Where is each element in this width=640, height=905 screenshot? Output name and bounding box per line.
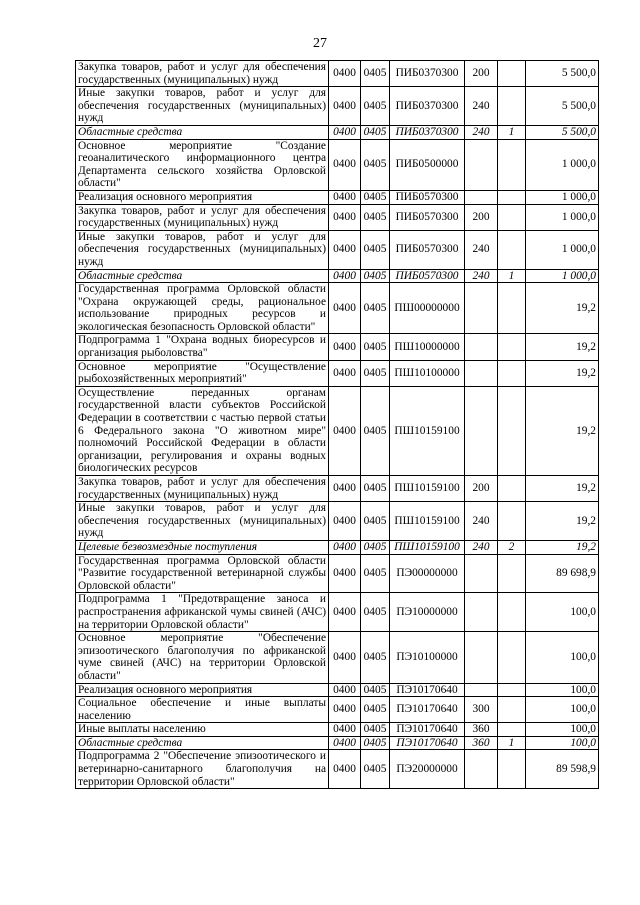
row-name-cell: Иные закупки товаров, работ и услуг для обеспечения государственных (муниципальных) нужд (76, 230, 329, 269)
section-code-cell: 0400 (329, 750, 361, 789)
amount-cell: 5 500,0 (526, 87, 599, 126)
target-article-cell: ПШ10159100 (390, 540, 465, 554)
subsection-code-cell: 0405 (361, 697, 390, 723)
row-name-cell: Подпрограмма 1 "Предотвращение заноса и распространения африканской чумы свиней (АЧС) на территории Орловской области" (76, 593, 329, 632)
target-article-cell: ПЭ00000000 (390, 554, 465, 593)
expense-type-cell: 200 (465, 204, 498, 230)
section-code-cell: 0400 (329, 502, 361, 541)
section-code-cell: 0400 (329, 632, 361, 683)
row-name-cell: Государственная программа Орловской области "Развитие государственной ветеринарной службы Орловской области" (76, 554, 329, 593)
subsection-code-cell: 0405 (361, 554, 390, 593)
table-row (76, 283, 599, 334)
target-article-cell: ПИБ0570300 (390, 204, 465, 230)
amount-cell: 1 000,0 (526, 230, 599, 269)
funding-source-cell (498, 593, 526, 632)
target-article-cell: ПШ10159100 (390, 502, 465, 541)
subsection-code-cell: 0405 (361, 502, 390, 541)
section-code-cell: 0400 (329, 476, 361, 502)
row-name-cell: Иные закупки товаров, работ и услуг для обеспечения государственных (муниципальных) нужд (76, 87, 329, 126)
target-article-cell: ПИБ0570300 (390, 230, 465, 269)
target-article-cell: ПИБ0370300 (390, 61, 465, 87)
amount-cell: 19,2 (526, 502, 599, 541)
table-row (76, 554, 599, 593)
target-article-cell: ПЭ20000000 (390, 750, 465, 789)
funding-source-cell (498, 334, 526, 360)
table-row (76, 139, 599, 190)
row-name-cell: Областные средства (76, 736, 329, 750)
table-row (76, 736, 599, 750)
expense-type-cell: 300 (465, 697, 498, 723)
row-name-cell: Осуществление переданных органам государственной власти субъектов Российской Федерации в соответствии с частью первой статьи 6 Федерального закона "О животном мире" полномочий Российской Федерации в области организации, регулирования и охраны водных биологических ресурсов (76, 386, 329, 475)
row-name-cell: Основное мероприятие "Осуществление рыбохозяйственных мероприятий" (76, 360, 329, 386)
funding-source-cell (498, 139, 526, 190)
target-article-cell: ПШ10159100 (390, 386, 465, 475)
funding-source-cell (498, 502, 526, 541)
table-row (76, 502, 599, 541)
expense-type-cell (465, 554, 498, 593)
funding-source-cell (498, 204, 526, 230)
amount-cell: 19,2 (526, 476, 599, 502)
subsection-code-cell: 0405 (361, 540, 390, 554)
row-name-cell: Реализация основного мероприятия (76, 683, 329, 697)
section-code-cell: 0400 (329, 736, 361, 750)
page-number: 27 (313, 36, 327, 51)
funding-source-cell: 1 (498, 125, 526, 139)
table-row (76, 540, 599, 554)
section-code-cell: 0400 (329, 283, 361, 334)
subsection-code-cell: 0405 (361, 360, 390, 386)
table-row (76, 683, 599, 697)
subsection-code-cell: 0405 (361, 61, 390, 87)
section-code-cell: 0400 (329, 125, 361, 139)
subsection-code-cell: 0405 (361, 476, 390, 502)
expense-type-cell: 240 (465, 87, 498, 126)
subsection-code-cell: 0405 (361, 683, 390, 697)
expense-type-cell (465, 334, 498, 360)
amount-cell: 1 000,0 (526, 204, 599, 230)
table-row (76, 593, 599, 632)
budget-table (75, 60, 599, 789)
section-code-cell: 0400 (329, 334, 361, 360)
target-article-cell: ПЭ10000000 (390, 593, 465, 632)
section-code-cell: 0400 (329, 723, 361, 737)
subsection-code-cell: 0405 (361, 736, 390, 750)
subsection-code-cell: 0405 (361, 230, 390, 269)
funding-source-cell (498, 360, 526, 386)
row-name-cell: Закупка товаров, работ и услуг для обеспечения государственных (муниципальных) нужд (76, 61, 329, 87)
section-code-cell: 0400 (329, 540, 361, 554)
expense-type-cell: 360 (465, 736, 498, 750)
amount-cell: 100,0 (526, 736, 599, 750)
funding-source-cell (498, 386, 526, 475)
target-article-cell: ПЭ10170640 (390, 736, 465, 750)
row-name-cell: Закупка товаров, работ и услуг для обеспечения государственных (муниципальных) нужд (76, 476, 329, 502)
target-article-cell: ПШ10159100 (390, 476, 465, 502)
row-name-cell: Подпрограмма 2 "Обеспечение эпизоотического и ветеринарно-санитарного благополучия на территории Орловской области" (76, 750, 329, 789)
subsection-code-cell: 0405 (361, 723, 390, 737)
subsection-code-cell: 0405 (361, 334, 390, 360)
amount-cell: 5 500,0 (526, 61, 599, 87)
table-row (76, 386, 599, 475)
funding-source-cell (498, 683, 526, 697)
table-row (76, 61, 599, 87)
subsection-code-cell: 0405 (361, 139, 390, 190)
row-name-cell: Реализация основного мероприятия (76, 190, 329, 204)
subsection-code-cell: 0405 (361, 125, 390, 139)
funding-source-cell (498, 87, 526, 126)
expense-type-cell: 200 (465, 61, 498, 87)
amount-cell: 19,2 (526, 334, 599, 360)
section-code-cell: 0400 (329, 554, 361, 593)
amount-cell: 100,0 (526, 723, 599, 737)
funding-source-cell (498, 632, 526, 683)
table-row (76, 87, 599, 126)
expense-type-cell: 240 (465, 269, 498, 283)
funding-source-cell (498, 190, 526, 204)
target-article-cell: ПИБ0570300 (390, 269, 465, 283)
expense-type-cell: 240 (465, 230, 498, 269)
amount-cell: 100,0 (526, 632, 599, 683)
amount-cell: 1 000,0 (526, 190, 599, 204)
funding-source-cell (498, 476, 526, 502)
section-code-cell: 0400 (329, 593, 361, 632)
row-name-cell: Основное мероприятие "Обеспечение эпизоотического благополучия по африканской чуме свиней (АЧС) на территории Орловской области" (76, 632, 329, 683)
funding-source-cell: 2 (498, 540, 526, 554)
row-name-cell: Иные закупки товаров, работ и услуг для обеспечения государственных (муниципальных) нужд (76, 502, 329, 541)
expense-type-cell (465, 632, 498, 683)
section-code-cell: 0400 (329, 204, 361, 230)
section-code-cell: 0400 (329, 190, 361, 204)
target-article-cell: ПЭ10170640 (390, 723, 465, 737)
subsection-code-cell: 0405 (361, 386, 390, 475)
expense-type-cell: 200 (465, 476, 498, 502)
funding-source-cell (498, 230, 526, 269)
funding-source-cell (498, 750, 526, 789)
expense-type-cell: 360 (465, 723, 498, 737)
table-row (76, 230, 599, 269)
section-code-cell: 0400 (329, 697, 361, 723)
funding-source-cell (498, 283, 526, 334)
subsection-code-cell: 0405 (361, 269, 390, 283)
subsection-code-cell: 0405 (361, 632, 390, 683)
expense-type-cell: 240 (465, 502, 498, 541)
funding-source-cell (498, 61, 526, 87)
section-code-cell: 0400 (329, 139, 361, 190)
expense-type-cell (465, 283, 498, 334)
section-code-cell: 0400 (329, 87, 361, 126)
target-article-cell: ПИБ0570300 (390, 190, 465, 204)
amount-cell: 100,0 (526, 697, 599, 723)
row-name-cell: Основное мероприятие "Создание геоаналитического информационного центра Департамента сельского хозяйства Орловской области" (76, 139, 329, 190)
expense-type-cell (465, 190, 498, 204)
expense-type-cell (465, 750, 498, 789)
row-name-cell: Закупка товаров, работ и услуг для обеспечения государственных (муниципальных) нужд (76, 204, 329, 230)
table-row (76, 697, 599, 723)
table-row (76, 750, 599, 789)
table-row (76, 269, 599, 283)
subsection-code-cell: 0405 (361, 204, 390, 230)
amount-cell: 5 500,0 (526, 125, 599, 139)
expense-type-cell: 240 (465, 125, 498, 139)
amount-cell: 1 000,0 (526, 269, 599, 283)
target-article-cell: ПШ10100000 (390, 360, 465, 386)
amount-cell: 19,2 (526, 540, 599, 554)
expense-type-cell (465, 683, 498, 697)
section-code-cell: 0400 (329, 360, 361, 386)
target-article-cell: ПЭ10100000 (390, 632, 465, 683)
row-name-cell: Иные выплаты населению (76, 723, 329, 737)
target-article-cell: ПШ10000000 (390, 334, 465, 360)
section-code-cell: 0400 (329, 683, 361, 697)
expense-type-cell (465, 386, 498, 475)
subsection-code-cell: 0405 (361, 87, 390, 126)
funding-source-cell (498, 723, 526, 737)
expense-type-cell (465, 593, 498, 632)
subsection-code-cell: 0405 (361, 190, 390, 204)
funding-source-cell (498, 554, 526, 593)
row-name-cell: Социальное обеспечение и иные выплаты населению (76, 697, 329, 723)
target-article-cell: ПЭ10170640 (390, 697, 465, 723)
amount-cell: 1 000,0 (526, 139, 599, 190)
target-article-cell: ПЭ10170640 (390, 683, 465, 697)
funding-source-cell: 1 (498, 269, 526, 283)
row-name-cell: Государственная программа Орловской области "Охрана окружающей среды, рациональное использование природных ресурсов и экологическая безопасность Орловской области" (76, 283, 329, 334)
funding-source-cell (498, 697, 526, 723)
section-code-cell: 0400 (329, 269, 361, 283)
subsection-code-cell: 0405 (361, 750, 390, 789)
table-row (76, 204, 599, 230)
expense-type-cell (465, 139, 498, 190)
table-row (76, 360, 599, 386)
funding-source-cell: 1 (498, 736, 526, 750)
subsection-code-cell: 0405 (361, 283, 390, 334)
row-name-cell: Целевые безвозмездные поступления (76, 540, 329, 554)
expense-type-cell (465, 360, 498, 386)
table-row (76, 125, 599, 139)
table-row (76, 723, 599, 737)
target-article-cell: ПИБ0500000 (390, 139, 465, 190)
amount-cell: 19,2 (526, 386, 599, 475)
subsection-code-cell: 0405 (361, 593, 390, 632)
amount-cell: 89 698,9 (526, 554, 599, 593)
amount-cell: 89 598,9 (526, 750, 599, 789)
amount-cell: 19,2 (526, 283, 599, 334)
table-row (76, 632, 599, 683)
table-row (76, 190, 599, 204)
amount-cell: 19,2 (526, 360, 599, 386)
amount-cell: 100,0 (526, 593, 599, 632)
amount-cell: 100,0 (526, 683, 599, 697)
section-code-cell: 0400 (329, 61, 361, 87)
expense-type-cell: 240 (465, 540, 498, 554)
row-name-cell: Подпрограмма 1 "Охрана водных биоресурсов и организация рыболовства" (76, 334, 329, 360)
row-name-cell: Областные средства (76, 269, 329, 283)
row-name-cell: Областные средства (76, 125, 329, 139)
table-row (76, 334, 599, 360)
table-row (76, 476, 599, 502)
target-article-cell: ПШ00000000 (390, 283, 465, 334)
target-article-cell: ПИБ0370300 (390, 125, 465, 139)
target-article-cell: ПИБ0370300 (390, 87, 465, 126)
section-code-cell: 0400 (329, 386, 361, 475)
section-code-cell: 0400 (329, 230, 361, 269)
